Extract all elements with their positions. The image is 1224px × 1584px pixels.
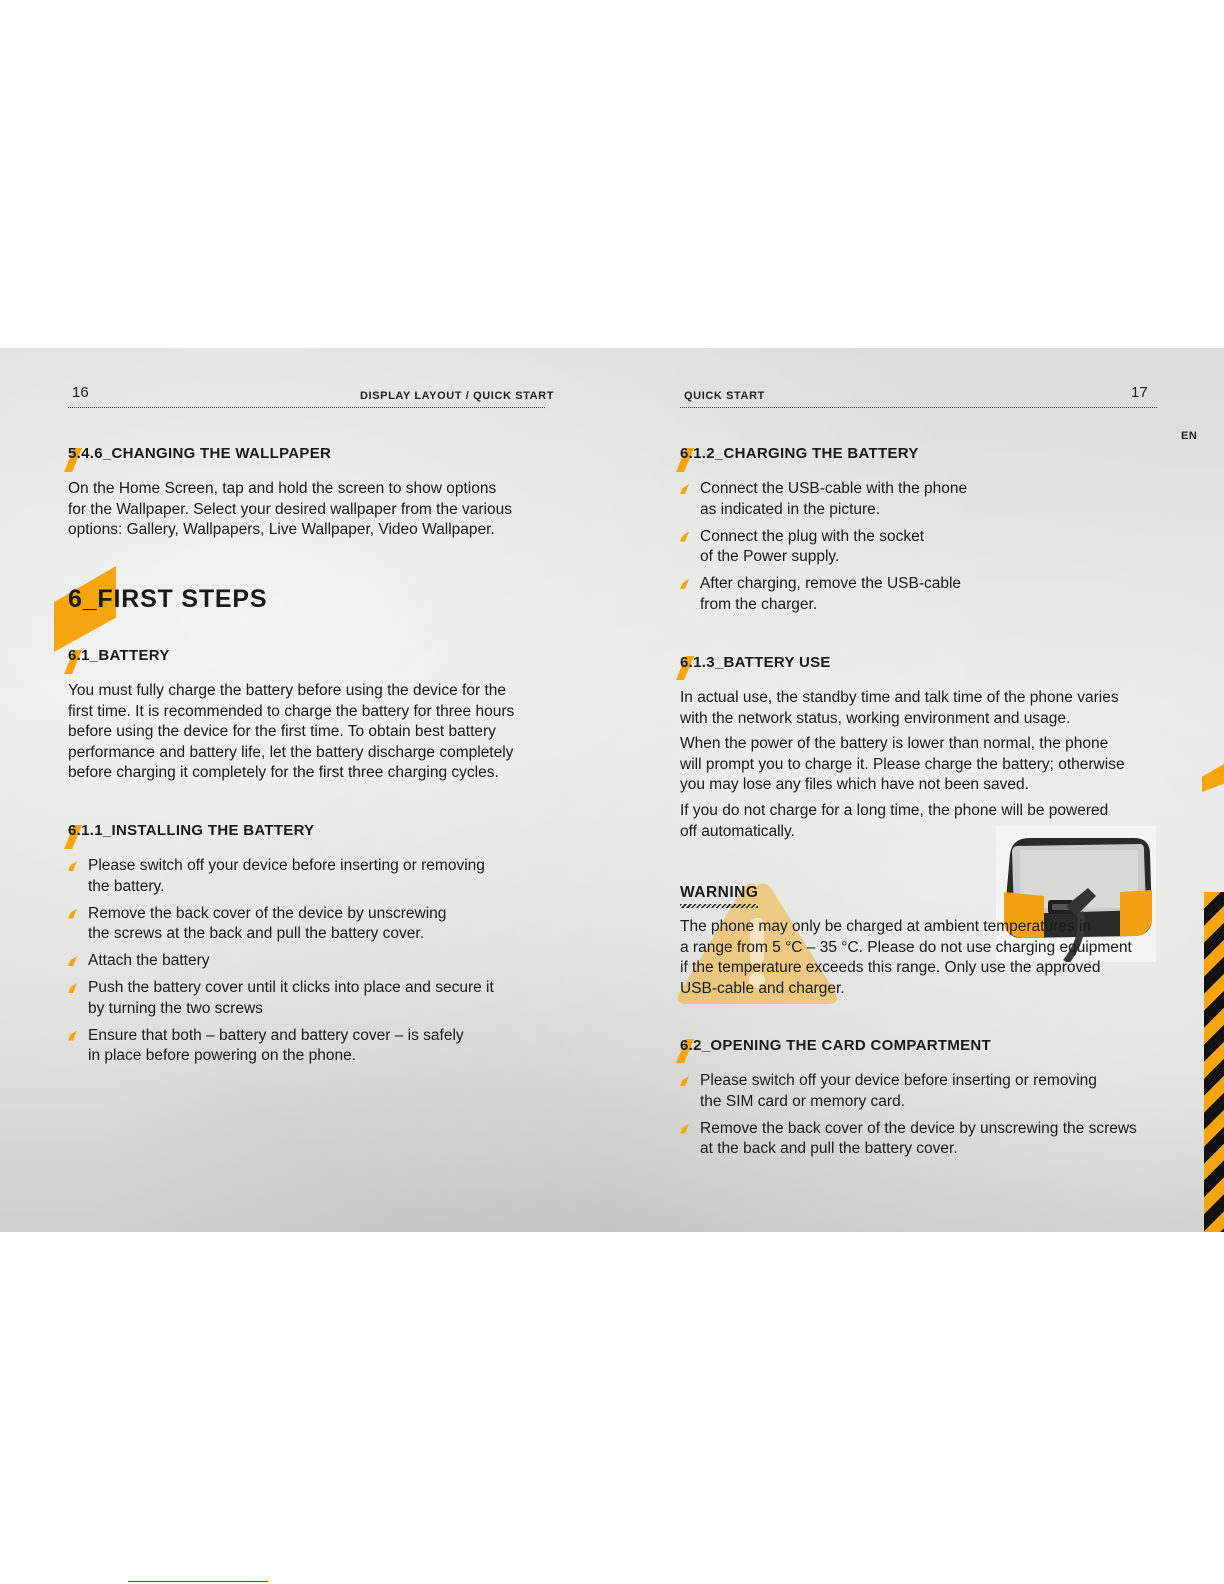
bullet-icon — [680, 579, 689, 589]
list-item: Remove the back cover of the device by unscrewing the screws at the back and pull the battery cover. — [68, 904, 538, 945]
battery-heading: 6.1_BATTERY — [68, 647, 170, 664]
language-label: EN — [1181, 430, 1198, 442]
chapter-title: 6_FIRST STEPS — [68, 585, 268, 613]
bullet-icon — [68, 983, 77, 993]
right-header-rule — [680, 407, 1157, 408]
list-item: Please switch off your device before inserting or removing the battery. — [68, 856, 538, 897]
bullet-icon — [680, 484, 689, 494]
list-item: Ensure that both – battery and battery cover – is safely in place before powering on the phone. — [68, 1026, 538, 1067]
warning-underline — [680, 904, 758, 908]
charging-list — [680, 479, 990, 622]
language-tab-icon — [1202, 764, 1224, 792]
list-item: After charging, remove the USB-cable from the charger. — [680, 574, 990, 615]
bullet-icon — [68, 956, 77, 966]
list-item: Connect the plug with the socket of the Power supply. — [680, 527, 990, 568]
wallpaper-body: On the Home Screen, tap and hold the screen to show options for the Wallpaper. Select your desired wallpaper from the various options: Gallery, Wallpapers, Live Wallpaper, Video Wallpaper. — [68, 480, 512, 538]
bullet-icon — [680, 532, 689, 542]
battery-use-heading: 6.1.3_BATTERY USE — [680, 654, 831, 671]
bullet-icon — [68, 909, 77, 919]
card-compartment-heading: 6.2_OPENING THE CARD COMPARTMENT — [680, 1037, 992, 1054]
left-page-number: 16 — [72, 384, 89, 401]
warning-body: The phone may only be charged at ambient temperatures in a range from 5 °C – 35 °C. Please do not use charging equipment if the temperature exceeds this range. Only use the approved USB-cable and charger. — [680, 918, 1132, 997]
hazard-stripe — [1204, 892, 1224, 1232]
battery-use-paragraph-2: When the power of the battery is lower than normal, the phone will prompt you to charge it. Please charge the battery; otherwise you may lose any files which have not been saved. — [680, 735, 1125, 793]
bullet-icon — [680, 1076, 689, 1086]
right-page-number: 17 — [1131, 384, 1148, 401]
charging-heading: 6.1.2_CHARGING THE BATTERY — [680, 445, 919, 462]
bullet-icon — [68, 1031, 77, 1041]
list-item: Connect the USB-cable with the phone as indicated in the picture. — [680, 479, 990, 520]
battery-use-paragraph-1: In actual use, the standby time and talk time of the phone varies with the network status, working environment and usage. — [680, 689, 1119, 727]
right-running-head: QUICK START — [684, 390, 765, 402]
manual-spread — [0, 348, 1224, 1232]
list-item: Push the battery cover until it clicks into place and secure it by turning the two screws — [68, 978, 538, 1019]
battery-use-paragraph-3: If you do not charge for a long time, the phone will be powered off automatically. — [680, 802, 1109, 840]
left-running-head: DISPLAY LAYOUT / QUICK START — [360, 390, 555, 402]
list-item: Please switch off your device before inserting or removing the SIM card or memory card. — [680, 1071, 1160, 1112]
bullet-icon — [68, 861, 77, 871]
battery-body: You must fully charge the battery before using the device for the first time. It is recommended to charge the battery for three hours before using the device for the first time. To obtain best battery performance and battery life, let the battery discharge completely before charging it completely for the first three charging cycles. — [68, 682, 515, 781]
footer-link-line — [128, 1581, 268, 1582]
list-item: Attach the battery — [68, 951, 538, 972]
card-compartment-list — [680, 1071, 1160, 1166]
installing-heading: 6.1.1_INSTALLING THE BATTERY — [68, 822, 315, 839]
installing-list — [68, 856, 538, 1073]
left-header-rule — [68, 407, 545, 408]
bullet-icon — [680, 1124, 689, 1134]
warning-title: WARNING — [680, 884, 759, 901]
list-item: Remove the back cover of the device by unscrewing the screws at the back and pull the battery cover. — [680, 1119, 1160, 1160]
wallpaper-heading: 5.4.6_CHANGING THE WALLPAPER — [68, 445, 332, 462]
